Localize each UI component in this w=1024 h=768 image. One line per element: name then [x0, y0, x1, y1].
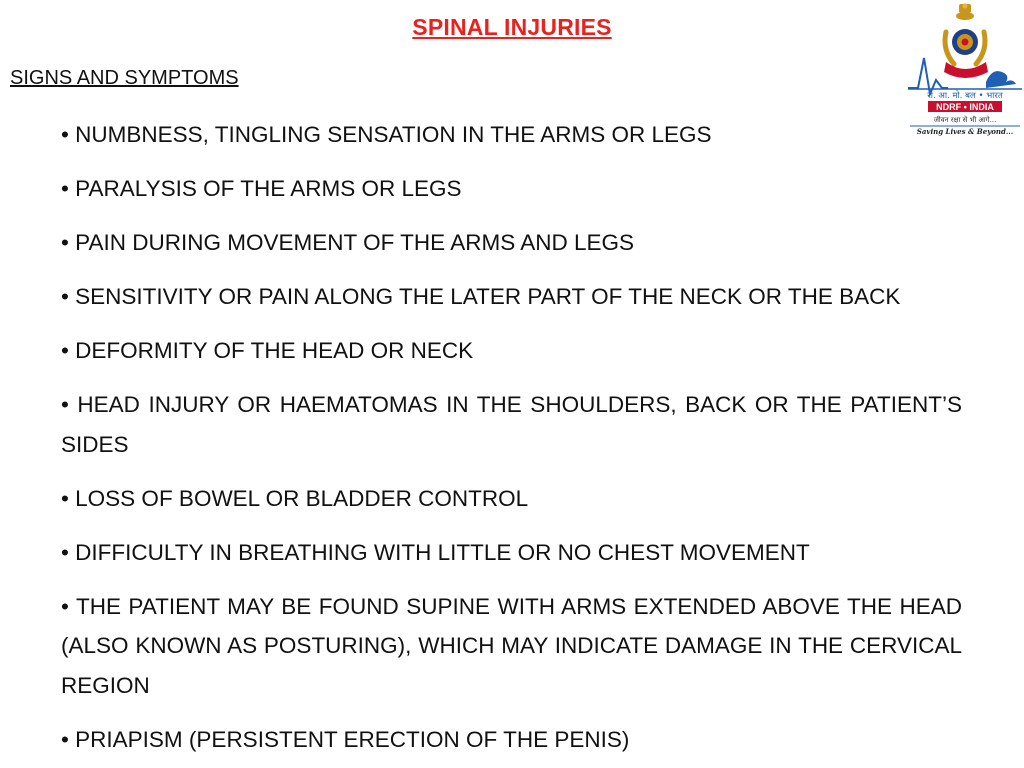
list-item: • DIFFICULTY IN BREATHING WITH LITTLE OR NO CHEST MOVEMENT: [61, 539, 810, 565]
emblem-icon: [944, 4, 988, 79]
section-heading: SIGNS AND SYMPTOMS: [10, 67, 239, 89]
list-item: • PAIN DURING MOVEMENT OF THE ARMS AND LEGS: [61, 230, 634, 255]
list-item: • LOSS OF BOWEL OR BLADDER CONTROL: [61, 485, 529, 511]
svg-text:Saving Lives & Beyond...: Saving Lives & Beyond...: [916, 127, 1014, 136]
bullet-glyph: •: [61, 485, 69, 511]
bullet-glyph: •: [61, 122, 69, 147]
list-item: • THE PATIENT MAY BE FOUND SUPINE WITH ARMS EXTENDED ABOVE THE HEAD (ALSO KNOWN AS POSTURING), WHICH MAY INDICATE DAMAGE IN THE CERVICAL REGION: [61, 593, 962, 698]
bullet-glyph: •: [61, 176, 69, 201]
bullet-glyph: •: [61, 284, 69, 309]
symptom-list: [61, 115, 962, 768]
bullet-glyph: •: [61, 338, 69, 363]
bullet-glyph: •: [61, 230, 69, 255]
svg-text:रा. आ. मो. बल • भारत: रा. आ. मो. बल • भारत: [927, 91, 1003, 101]
list-item: • PARALYSIS OF THE ARMS OR LEGS: [61, 176, 462, 201]
svg-text:जीवन रक्षा से भी आगे...: जीवन रक्षा से भी आगे...: [933, 116, 997, 124]
list-item: • DEFORMITY OF THE HEAD OR NECK: [61, 338, 474, 363]
svg-text:NDRF • INDIA: NDRF • INDIA: [936, 102, 994, 112]
list-item: • PRIAPISM (PERSISTENT ERECTION OF THE PENIS): [61, 726, 630, 752]
bullet-glyph: •: [61, 539, 69, 565]
list-item: • HEAD INJURY OR HAEMATOMAS IN THE SHOULDERS, BACK OR THE PATIENT’S SIDES: [61, 392, 962, 457]
bullet-glyph: •: [61, 726, 69, 752]
list-item: • SENSITIVITY OR PAIN ALONG THE LATER PART OF THE NECK OR THE BACK: [61, 284, 901, 309]
bullet-glyph: •: [61, 392, 69, 417]
wave-icon: [986, 71, 1016, 88]
list-item: • NUMBNESS, TINGLING SENSATION IN THE ARMS OR LEGS: [61, 122, 712, 147]
slide-title: SPINAL INJURIES: [412, 14, 612, 40]
bullet-glyph: •: [61, 593, 69, 619]
